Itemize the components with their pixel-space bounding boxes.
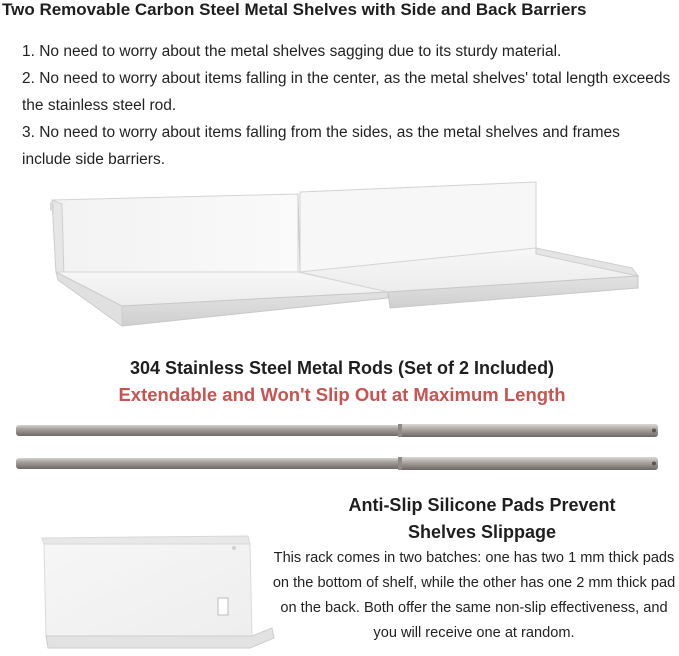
pads-description: This rack comes in two batches: one has two 1 mm thick pads on the bottom of shelf, while the other has one 2 mm thick pad on the back. Both offer the same non-slip effectiveness, and you will receive one at random. bbox=[272, 550, 676, 641]
shelf-pad-image bbox=[38, 532, 276, 656]
page-title: Two Removable Carbon Steel Metal Shelves with Side and Back Barriers bbox=[2, 0, 587, 19]
rods-image bbox=[14, 420, 666, 481]
shelves-image bbox=[48, 180, 644, 337]
silicone-pad bbox=[218, 598, 228, 615]
feature-item: 3. No need to worry about items falling from the sides, as the metal shelves and frames include side barriers. bbox=[22, 124, 620, 168]
rod bbox=[16, 424, 658, 437]
rod bbox=[16, 457, 658, 470]
pads-heading-line: Shelves Slippage bbox=[407, 522, 557, 542]
rods-subheading: Extendable and Won't Slip Out at Maximum Length bbox=[118, 384, 566, 405]
feature-item: 1. No need to worry about the metal shelves sagging due to its sturdy material. bbox=[22, 43, 562, 60]
pads-heading bbox=[330, 492, 634, 546]
pads-heading-line: Anti-Slip Silicone Pads Prevent bbox=[348, 495, 616, 515]
rods-heading: 304 Stainless Steel Metal Rods (Set of 2 Included) bbox=[129, 358, 555, 378]
feature-item: 2. No need to worry about items falling in the center, as the metal shelves' total length exceeds the stainless steel rod. bbox=[22, 70, 671, 114]
feature-list bbox=[22, 38, 672, 173]
